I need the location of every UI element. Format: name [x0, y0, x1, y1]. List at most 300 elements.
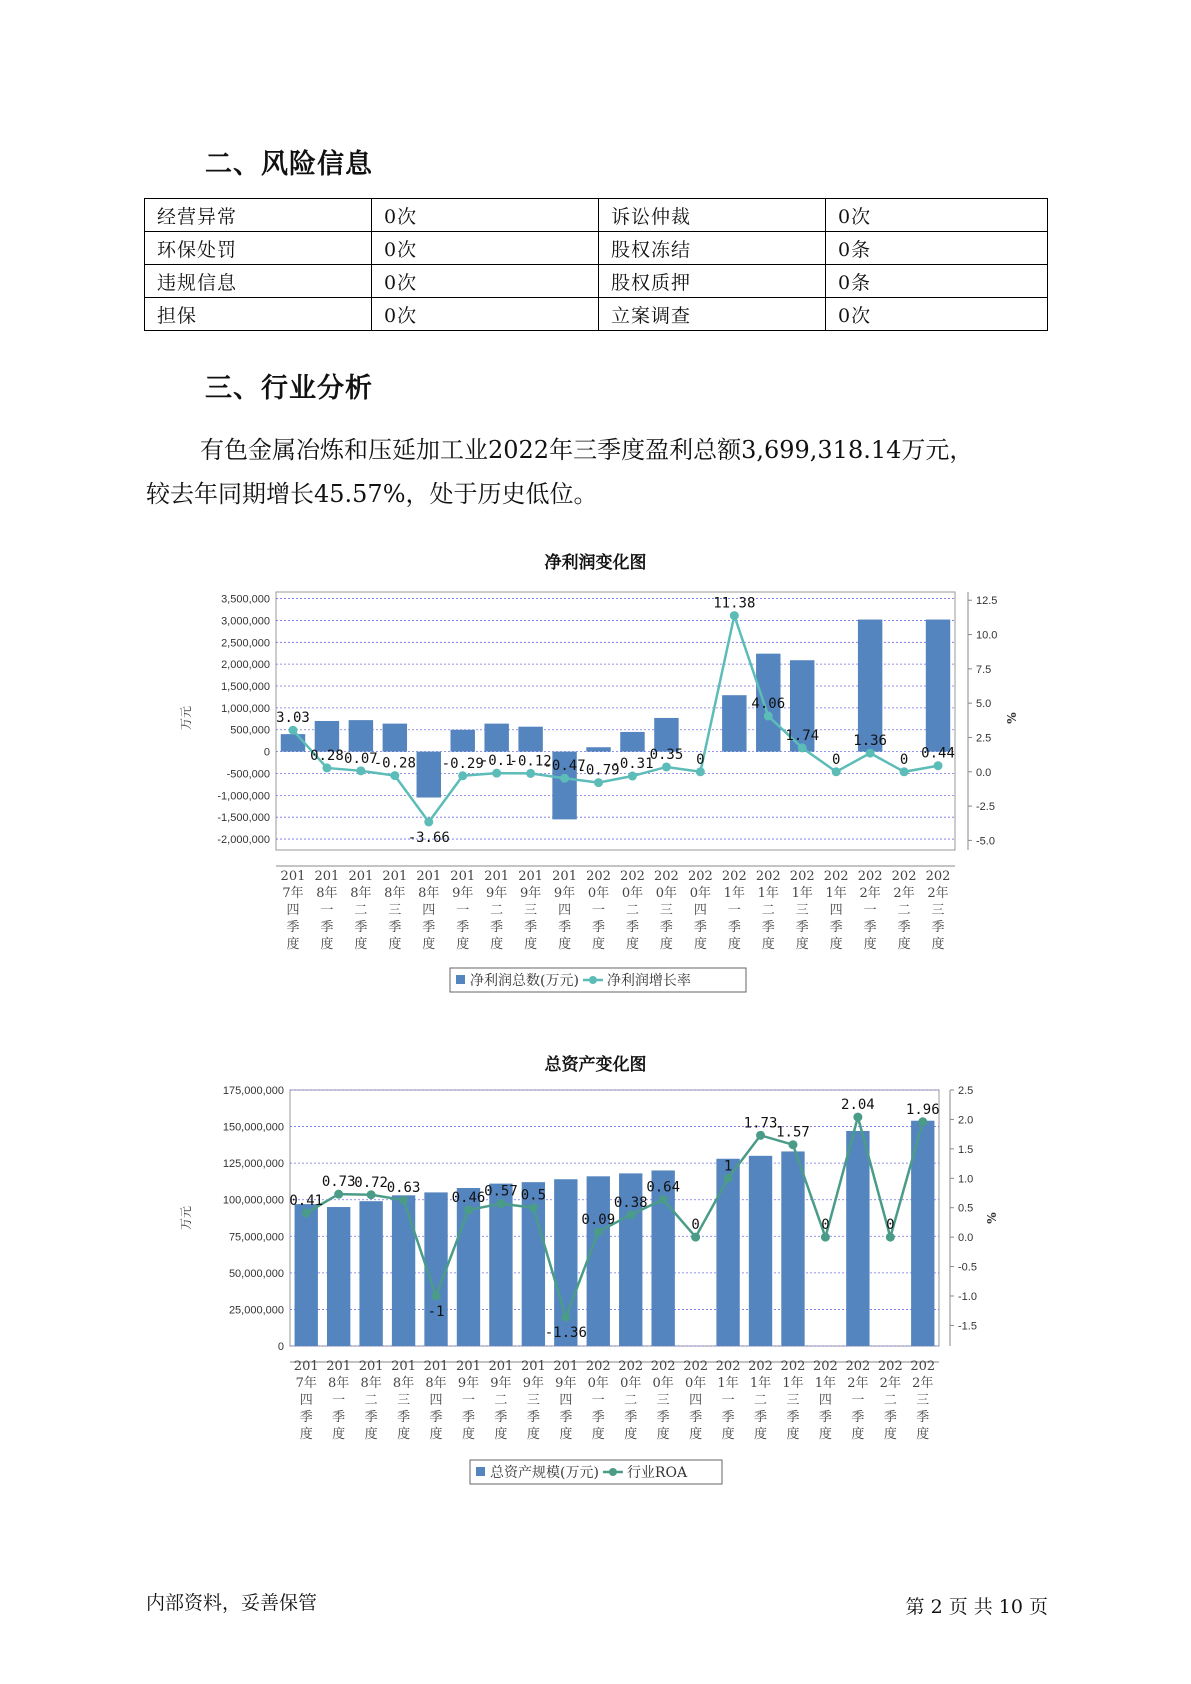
- x-category-label-9: 季: [591, 1410, 605, 1425]
- x-category-label-11: 三: [659, 903, 673, 918]
- x-category-label-4: 季: [429, 1410, 443, 1425]
- rate-label-16: 0: [831, 751, 841, 768]
- rate-label-19: 1.96: [905, 1101, 940, 1118]
- x-category-label-15: 季: [795, 920, 809, 935]
- x-category-label-18: 季: [897, 920, 911, 935]
- bar-17: [858, 620, 882, 752]
- y-left-tick-label: 2,000,000: [221, 659, 270, 672]
- x-category-label-12: 季: [689, 1410, 703, 1425]
- paragraph-line-1: 有色金属冶炼和压延加工业2022年三季度盈利总额3,699,318.14万元，: [200, 436, 974, 464]
- legend-bar-swatch: [476, 1467, 485, 1476]
- bar-19: [926, 620, 950, 752]
- risk-table-row: [145, 298, 1048, 331]
- x-category-label-11: 三: [656, 1393, 670, 1408]
- bar-5: [451, 730, 475, 752]
- y-left-tick-label: 0: [277, 1341, 284, 1353]
- x-category-label-5: 201: [456, 1359, 481, 1374]
- x-category-label-10: 202: [620, 869, 645, 884]
- rate-label-10: 0.38: [613, 1194, 648, 1211]
- rate-point-16: [832, 767, 841, 776]
- total-assets-chart-title: 总资产变化图: [544, 1055, 647, 1075]
- x-category-label-5: 一: [456, 903, 470, 918]
- x-category-label-11: 度: [659, 937, 673, 952]
- rate-point-1: [334, 1190, 343, 1199]
- x-category-label-12: 0年: [684, 1376, 707, 1391]
- rate-point-9: [594, 778, 603, 787]
- x-category-label-4: 8年: [425, 1376, 447, 1391]
- x-category-label-14: 季: [754, 1410, 768, 1425]
- risk-item-label: 股权质押: [599, 265, 826, 298]
- bar-6: [484, 724, 508, 752]
- x-category-label-17: 季: [851, 1410, 865, 1425]
- rate-label-5: -0.29: [441, 755, 484, 772]
- x-category-label-14: 二: [761, 903, 775, 918]
- x-category-label-11: 季: [656, 1410, 670, 1425]
- x-category-label-6: 度: [494, 1427, 508, 1442]
- rate-point-13: [724, 1174, 733, 1183]
- x-category-label-0: 季: [299, 1410, 313, 1425]
- x-category-label-7: 度: [526, 1427, 540, 1442]
- x-category-label-18: 2年: [879, 1376, 901, 1391]
- rate-point-14: [764, 712, 773, 721]
- x-category-label-2: 201: [358, 1359, 384, 1374]
- rate-point-2: [356, 766, 365, 775]
- x-category-label-7: 度: [524, 937, 538, 952]
- x-category-label-4: 四: [429, 1393, 443, 1408]
- x-category-label-4: 201: [416, 869, 442, 884]
- x-category-label-8: 季: [559, 1410, 573, 1425]
- x-category-label-6: 季: [490, 920, 504, 935]
- x-category-label-19: 三: [931, 903, 945, 918]
- rate-label-2: 0.72: [354, 1174, 388, 1191]
- x-category-label-14: 季: [761, 920, 775, 935]
- x-category-label-4: 季: [422, 920, 436, 935]
- risk-item-label: 股权冻结: [599, 232, 826, 265]
- x-category-label-6: 9年: [490, 1376, 512, 1391]
- rate-point-19: [918, 1117, 927, 1126]
- y-right-tick-label: 2.5: [976, 732, 992, 745]
- rate-label-9: -0.79: [577, 762, 620, 779]
- x-category-label-12: 0年: [689, 886, 712, 901]
- y-left-tick-label: -2,000,000: [217, 834, 270, 847]
- legend-line-marker: [589, 976, 597, 984]
- x-category-label-10: 二: [624, 1393, 638, 1408]
- x-category-label-16: 季: [829, 920, 843, 935]
- risk-item-label: 诉讼仲裁: [599, 199, 826, 232]
- x-category-label-11: 202: [650, 1359, 676, 1374]
- rate-label-7: -0.12: [509, 753, 552, 770]
- x-category-label-12: 202: [683, 1359, 709, 1374]
- x-category-label-3: 三: [388, 903, 402, 918]
- x-category-label-4: 8年: [418, 886, 440, 901]
- y-right-tick-label: 7.5: [976, 663, 992, 676]
- rate-label-4: -1: [427, 1303, 445, 1320]
- rate-label-18: 0: [886, 1217, 895, 1234]
- x-category-label-6: 度: [490, 937, 504, 952]
- y-left-tick-label: 25,000,000: [228, 1304, 284, 1317]
- y-right-tick-label: 2.5: [958, 1085, 974, 1097]
- y-left-tick-label: 1,500,000: [221, 681, 270, 694]
- x-category-label-18: 202: [877, 1359, 903, 1374]
- x-category-label-19: 度: [916, 1427, 930, 1442]
- x-category-label-1: 一: [320, 903, 334, 918]
- rate-label-3: 0.63: [386, 1180, 421, 1197]
- x-category-label-8: 四: [559, 1393, 573, 1408]
- x-category-label-13: 1年: [723, 886, 745, 901]
- x-category-label-8: 度: [558, 937, 572, 952]
- rate-label-19: 0.44: [921, 745, 955, 762]
- x-category-label-18: 二: [897, 903, 911, 918]
- x-category-label-10: 季: [625, 920, 639, 935]
- chart-legend: [450, 968, 746, 992]
- bar-10: [620, 732, 644, 752]
- risk-item-value: 0次: [372, 298, 599, 331]
- y-right-tick-label: 0.0: [976, 766, 992, 779]
- y-left-tick-label: 1,000,000: [221, 702, 270, 715]
- x-category-label-18: 度: [897, 937, 911, 952]
- x-category-label-5: 一: [461, 1393, 475, 1408]
- y-left-tick-label: -500,000: [226, 768, 270, 781]
- x-category-label-17: 季: [863, 920, 877, 935]
- x-category-label-14: 1年: [749, 1376, 772, 1391]
- x-category-label-7: 201: [520, 1359, 546, 1374]
- y-right-tick-label: 0.0: [958, 1232, 974, 1245]
- x-category-label-6: 201: [484, 869, 510, 884]
- x-category-label-9: 度: [591, 1427, 605, 1442]
- x-category-label-6: 二: [490, 903, 504, 918]
- risk-item-value: 0次: [826, 298, 1048, 331]
- x-category-label-9: 一: [591, 1393, 605, 1408]
- rate-point-1: [322, 763, 331, 772]
- x-category-label-2: 二: [364, 1393, 378, 1408]
- rate-label-1: 0.73: [321, 1174, 356, 1191]
- rate-label-5: 0.46: [451, 1190, 486, 1207]
- risk-item-value: 0次: [372, 232, 599, 265]
- x-category-label-17: 202: [845, 1359, 871, 1374]
- rate-label-8: -0.47: [543, 758, 586, 775]
- risk-item-value: 0次: [372, 199, 599, 232]
- x-category-label-1: 201: [314, 869, 340, 884]
- x-category-label-0: 201: [280, 869, 306, 884]
- bar-0: [295, 1204, 318, 1346]
- y-left-tick-label: 3,500,000: [221, 593, 270, 606]
- y-right-tick-label: 5.0: [976, 698, 992, 711]
- x-category-label-0: 7年: [282, 886, 304, 901]
- rate-label-4: -3.66: [407, 830, 450, 847]
- x-category-label-12: 四: [689, 1393, 703, 1408]
- y-right-tick-label: -2.5: [976, 801, 995, 814]
- x-category-label-17: 一: [851, 1393, 865, 1408]
- x-category-label-15: 202: [789, 869, 815, 884]
- y-right-tick-label: 12.5: [976, 595, 998, 608]
- x-category-label-1: 8年: [316, 886, 338, 901]
- y-left-tick-label: 500,000: [230, 724, 270, 737]
- x-category-label-15: 1年: [791, 886, 813, 901]
- industry-analysis-paragraph: [146, 428, 1056, 516]
- x-category-label-7: 9年: [522, 1376, 545, 1391]
- x-category-label-13: 一: [727, 903, 741, 918]
- x-category-label-3: 度: [388, 937, 402, 952]
- x-category-label-19: 202: [910, 1359, 936, 1374]
- x-category-label-1: 度: [320, 937, 334, 952]
- risk-item-value: 0次: [372, 265, 599, 298]
- x-category-label-7: 201: [518, 869, 544, 884]
- rate-label-16: 0: [821, 1217, 830, 1234]
- rate-point-3: [390, 771, 399, 780]
- x-category-label-9: 一: [592, 903, 606, 918]
- x-category-label-2: 8年: [360, 1376, 382, 1391]
- rate-point-4: [424, 818, 433, 827]
- x-category-label-5: 季: [456, 920, 470, 935]
- x-category-label-16: 四: [818, 1393, 832, 1408]
- rate-point-10: [628, 772, 637, 781]
- x-category-label-11: 202: [654, 869, 679, 884]
- rate-point-12: [691, 1233, 700, 1242]
- y-left-tick-label: 75,000,000: [228, 1231, 284, 1244]
- rate-point-5: [458, 771, 467, 780]
- x-category-label-0: 四: [299, 1393, 313, 1408]
- risk-table-row: [145, 265, 1048, 298]
- x-category-label-12: 季: [693, 920, 707, 935]
- rate-point-8: [561, 1313, 570, 1322]
- x-category-label-19: 2年: [912, 1376, 934, 1391]
- risk-item-value: 0条: [826, 265, 1048, 298]
- x-category-label-6: 二: [494, 1393, 508, 1408]
- chart-legend: [470, 1460, 722, 1484]
- x-category-label-1: 一: [332, 1393, 346, 1408]
- risk-section-heading: 二、风险信息: [205, 149, 373, 180]
- x-category-label-7: 三: [524, 903, 538, 918]
- rate-point-7: [529, 1203, 538, 1212]
- rate-point-9: [594, 1227, 603, 1236]
- y-left-tick-label: 125,000,000: [222, 1158, 284, 1171]
- x-category-label-0: 201: [293, 1359, 319, 1374]
- rate-point-19: [934, 761, 943, 770]
- x-category-label-19: 202: [925, 869, 951, 884]
- rate-label-12: 0: [696, 751, 705, 768]
- rate-point-6: [496, 1199, 505, 1208]
- x-category-label-14: 1年: [757, 886, 779, 901]
- x-category-label-16: 202: [813, 1359, 838, 1374]
- x-category-label-3: 三: [397, 1393, 411, 1408]
- x-category-label-11: 季: [659, 920, 673, 935]
- legend-line-marker: [609, 1468, 617, 1476]
- risk-item-label: 担保: [145, 298, 372, 331]
- rate-point-12: [696, 767, 705, 776]
- x-category-label-9: 0年: [587, 886, 610, 901]
- x-category-label-19: 度: [931, 937, 945, 952]
- risk-info-table: [144, 198, 1048, 331]
- y-left-tick-label: 3,000,000: [221, 615, 270, 628]
- x-category-label-3: 8年: [384, 886, 406, 901]
- x-category-label-12: 度: [693, 937, 707, 952]
- bar-13: [716, 1159, 739, 1346]
- x-category-label-3: 季: [388, 920, 402, 935]
- x-category-label-3: 8年: [392, 1376, 415, 1391]
- x-category-label-2: 季: [364, 1410, 378, 1425]
- x-category-label-7: 9年: [519, 886, 542, 901]
- x-category-label-13: 202: [715, 1359, 741, 1374]
- x-category-label-8: 9年: [555, 1376, 577, 1391]
- y-right-tick-label: -0.5: [958, 1261, 977, 1274]
- x-category-label-5: 9年: [452, 886, 474, 901]
- x-category-label-3: 201: [391, 1359, 416, 1374]
- y-left-tick-label: 150,000,000: [222, 1121, 284, 1134]
- x-category-label-14: 度: [754, 1427, 768, 1442]
- bar-9: [587, 1176, 610, 1346]
- x-category-label-19: 季: [931, 920, 945, 935]
- x-category-label-2: 度: [364, 1427, 378, 1442]
- bar-0: [281, 734, 305, 751]
- x-category-label-18: 2年: [893, 886, 915, 901]
- x-category-label-5: 季: [461, 1410, 475, 1425]
- x-category-label-2: 二: [354, 903, 368, 918]
- rate-point-18: [886, 1233, 895, 1242]
- x-category-label-13: 季: [721, 1410, 735, 1425]
- x-category-label-7: 三: [526, 1393, 540, 1408]
- plot-area: [276, 592, 955, 850]
- x-category-label-10: 季: [624, 1410, 638, 1425]
- x-category-label-8: 季: [558, 920, 572, 935]
- x-category-label-16: 四: [829, 903, 843, 918]
- x-category-label-0: 四: [286, 903, 300, 918]
- x-category-label-0: 7年: [295, 1376, 317, 1391]
- x-category-label-9: 202: [586, 869, 611, 884]
- x-category-label-12: 四: [693, 903, 707, 918]
- legend-line-label: 行业ROA: [626, 1465, 688, 1481]
- x-category-label-13: 一: [721, 1393, 735, 1408]
- x-category-label-18: 季: [883, 1410, 897, 1425]
- x-category-label-10: 度: [624, 1427, 638, 1442]
- y-left-tick-label: 100,000,000: [222, 1194, 284, 1207]
- x-category-label-4: 201: [423, 1359, 449, 1374]
- y-left-tick-label: 0: [263, 746, 270, 759]
- x-category-label-5: 度: [461, 1427, 475, 1442]
- legend-bar-label: 净利润总数(万元): [470, 973, 579, 989]
- risk-item-label: 立案调查: [599, 298, 826, 331]
- legend-bar-swatch: [456, 975, 465, 984]
- bar-17: [846, 1131, 869, 1346]
- rate-point-15: [788, 1140, 797, 1149]
- y-left-tick-label: 50,000,000: [228, 1267, 284, 1280]
- x-category-label-9: 季: [592, 920, 606, 935]
- x-category-label-10: 0年: [621, 886, 644, 901]
- rate-label-6: 0.57: [484, 1183, 518, 1200]
- risk-table-row: [145, 232, 1048, 265]
- rate-label-12: 0: [691, 1217, 700, 1234]
- x-category-label-17: 度: [863, 937, 877, 952]
- y-right-tick-label: 2.0: [958, 1114, 974, 1127]
- bar-9: [586, 747, 610, 751]
- x-category-label-8: 四: [558, 903, 572, 918]
- rate-point-17: [853, 1113, 862, 1122]
- x-category-label-14: 二: [754, 1393, 768, 1408]
- x-category-label-11: 度: [656, 1427, 670, 1442]
- y-right-tick-label: 1.5: [958, 1143, 974, 1156]
- x-category-label-19: 三: [916, 1393, 930, 1408]
- x-category-label-15: 三: [795, 903, 809, 918]
- x-category-label-18: 二: [883, 1393, 897, 1408]
- rate-label-1: 0.28: [310, 747, 344, 764]
- x-category-label-15: 三: [786, 1393, 800, 1408]
- x-category-label-0: 度: [299, 1427, 313, 1442]
- footer-confidential-note: 内部资料，妥善保管: [146, 1592, 318, 1614]
- x-category-label-4: 四: [422, 903, 436, 918]
- x-category-label-11: 0年: [655, 886, 678, 901]
- y-right-tick-label: -1.0: [958, 1290, 977, 1303]
- bar-3: [383, 724, 407, 752]
- x-category-label-18: 度: [883, 1427, 897, 1442]
- y-right-tick-label: 1.0: [958, 1173, 974, 1186]
- x-category-label-6: 季: [494, 1410, 508, 1425]
- x-category-label-4: 度: [422, 937, 436, 952]
- rate-point-16: [821, 1233, 830, 1242]
- rate-point-6: [492, 769, 501, 778]
- x-category-label-3: 度: [397, 1427, 411, 1442]
- y-left-tick-label: 175,000,000: [222, 1085, 284, 1097]
- y-left-tick-label: 2,500,000: [221, 637, 270, 650]
- net-profit-chart: [0, 580, 1191, 1000]
- rate-point-5: [464, 1206, 473, 1215]
- x-category-label-14: 202: [748, 1359, 773, 1374]
- paragraph-line-2: 较去年同期增长45.57%，处于历史低位。: [146, 480, 598, 508]
- x-category-label-13: 度: [727, 937, 741, 952]
- rate-label-0: 3.03: [276, 710, 310, 727]
- legend-bar-label: 总资产规模(万元): [490, 1465, 599, 1481]
- x-category-label-13: 202: [721, 869, 747, 884]
- x-category-label-18: 202: [891, 869, 917, 884]
- rate-point-2: [367, 1190, 376, 1199]
- x-category-label-8: 9年: [553, 886, 576, 901]
- x-category-label-2: 度: [354, 937, 368, 952]
- bar-3: [392, 1195, 415, 1346]
- x-category-label-16: 度: [818, 1427, 832, 1442]
- x-category-label-12: 202: [687, 869, 713, 884]
- footer-page-number: 第 2 页 共 10 页: [905, 1596, 1048, 1618]
- x-category-label-19: 季: [916, 1410, 930, 1425]
- rate-point-0: [302, 1208, 311, 1217]
- x-category-label-11: 0年: [652, 1376, 674, 1391]
- y-right-tick-label: -5.0: [976, 835, 995, 848]
- x-category-label-13: 度: [721, 1427, 735, 1442]
- bar-1: [327, 1207, 350, 1346]
- bar-4: [417, 752, 441, 798]
- x-category-label-10: 202: [618, 1359, 644, 1374]
- rate-label-2: 0.07: [344, 750, 378, 767]
- x-category-label-1: 8年: [328, 1376, 350, 1391]
- x-category-label-16: 度: [829, 937, 843, 952]
- x-category-label-0: 度: [286, 937, 300, 952]
- rate-point-8: [560, 774, 569, 783]
- risk-item-label: 违规信息: [145, 265, 372, 298]
- x-category-label-17: 一: [863, 903, 877, 918]
- y-right-tick-label: 10.0: [976, 629, 998, 642]
- rate-label-18: 0: [899, 751, 909, 768]
- x-category-label-2: 季: [354, 920, 368, 935]
- x-category-label-10: 0年: [620, 1376, 642, 1391]
- risk-item-value: 0次: [826, 199, 1048, 232]
- rate-label-17: 1.36: [853, 733, 887, 750]
- rate-point-13: [730, 611, 739, 620]
- x-category-label-8: 201: [552, 869, 577, 884]
- bar-7: [518, 727, 542, 752]
- x-category-label-16: 季: [818, 1410, 832, 1425]
- x-category-label-2: 8年: [350, 886, 372, 901]
- rate-label-15: 1.74: [785, 727, 820, 744]
- rate-label-17: 2.04: [841, 1097, 875, 1114]
- x-category-label-16: 202: [823, 869, 849, 884]
- x-category-label-17: 2年: [859, 886, 881, 901]
